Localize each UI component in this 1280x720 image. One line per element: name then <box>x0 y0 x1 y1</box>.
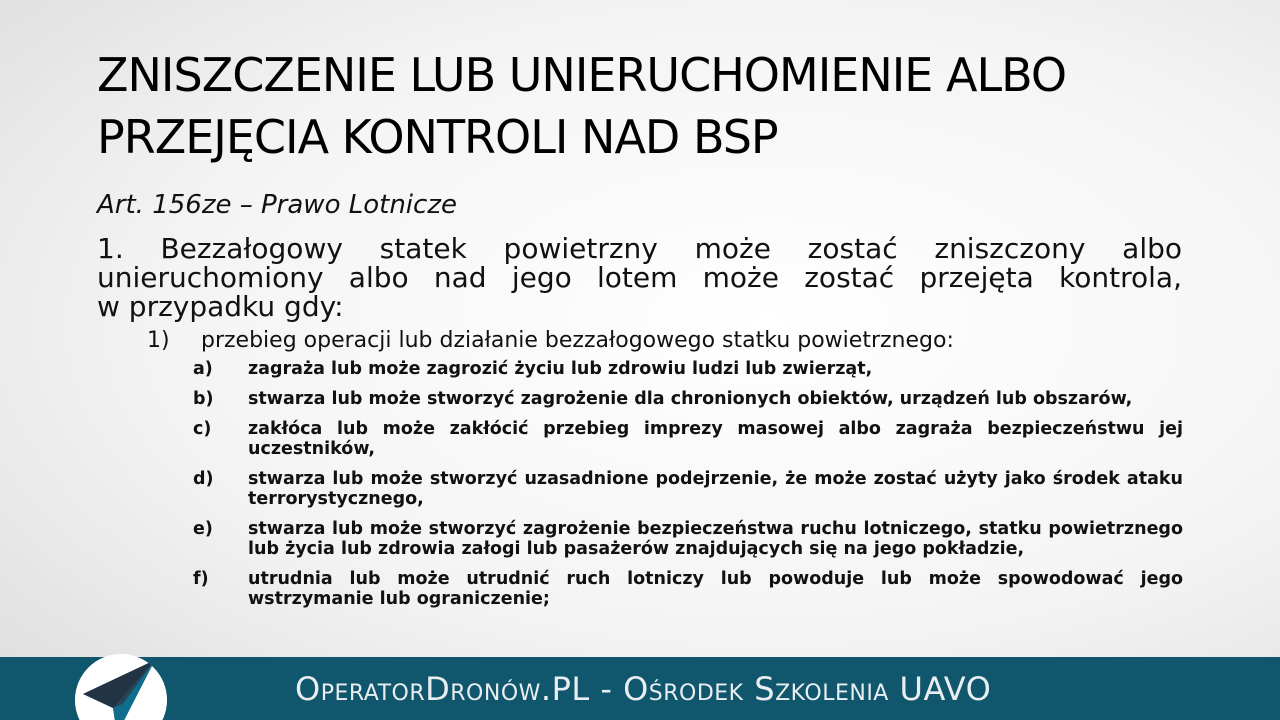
sub-list-text: stwarza lub może stworzyć uzasadnione podejrzenie, że może zostać użyty jako środek ataku terrorystycznego, <box>248 469 1183 509</box>
sub-list-letter: c) <box>193 419 212 439</box>
list-item-1-text: przebieg operacji lub działanie bezzałogowego statku powietrznego: <box>201 328 954 353</box>
paragraph-1-line-1: 1. Bezzałogowy statek powietrzny może zostać zniszczony albo <box>97 232 1182 265</box>
sub-list-letter: b) <box>193 389 214 409</box>
sub-list-letter: e) <box>193 519 213 539</box>
sub-list-text: stwarza lub może stworzyć zagrożenie dla chronionych obiektów, urządzeń lub obszarów, <box>248 389 1133 409</box>
sub-list-text: utrudnia lub może utrudnić ruch lotniczy lub powoduje lub może spowodować jego wstrzymanie lub ograniczenie; <box>248 569 1183 609</box>
sub-list-item-f <box>193 569 1183 609</box>
slide-title <box>97 44 1197 168</box>
sub-list-item-c <box>193 419 1183 459</box>
sub-list-item-a <box>193 359 1183 379</box>
paragraph-1 <box>97 234 1182 321</box>
sub-list <box>193 359 1183 619</box>
paragraph-1-line-3: w przypadku gdy: <box>97 290 344 323</box>
article-reference: Art. 156ze – Prawo Lotnicze <box>97 190 457 220</box>
sub-list-item-d <box>193 469 1183 509</box>
slide-title-line-1: ZNISZCZENIE LUB UNIERUCHOMIENIE ALBO <box>97 48 1067 102</box>
sub-list-text: zagraża lub może zagrozić życiu lub zdrowiu ludzi lub zwierząt, <box>248 359 873 379</box>
list-item-1-number: 1) <box>147 328 170 353</box>
sub-list-text: stwarza lub może stworzyć zagrożenie bezpieczeństwa ruchu lotniczego, statku powietrznego lub życia lub zdrowia załogi lub pasażerów znajdujących się na jego pokładzie, <box>248 519 1183 559</box>
slide-title-line-2: PRZEJĘCIA KONTROLI NAD BSP <box>97 110 778 164</box>
sub-list-text: zakłóca lub może zakłócić przebieg imprezy masowej albo zagraża bezpieczeństwu jej uczestników, <box>248 419 1183 459</box>
sub-list-item-b <box>193 389 1183 409</box>
list-item-1 <box>147 327 1187 355</box>
sub-list-letter: d) <box>193 469 214 489</box>
sub-list-letter: a) <box>193 359 213 379</box>
sub-list-letter: f) <box>193 569 209 589</box>
footer-text: OperatorDronów.PL - Ośrodek Szkolenia UAVO <box>295 670 992 708</box>
paragraph-1-line-2: unieruchomiony albo nad jego lotem może zostać przejęta kontrola, <box>97 261 1182 294</box>
sub-list-item-e <box>193 519 1183 559</box>
